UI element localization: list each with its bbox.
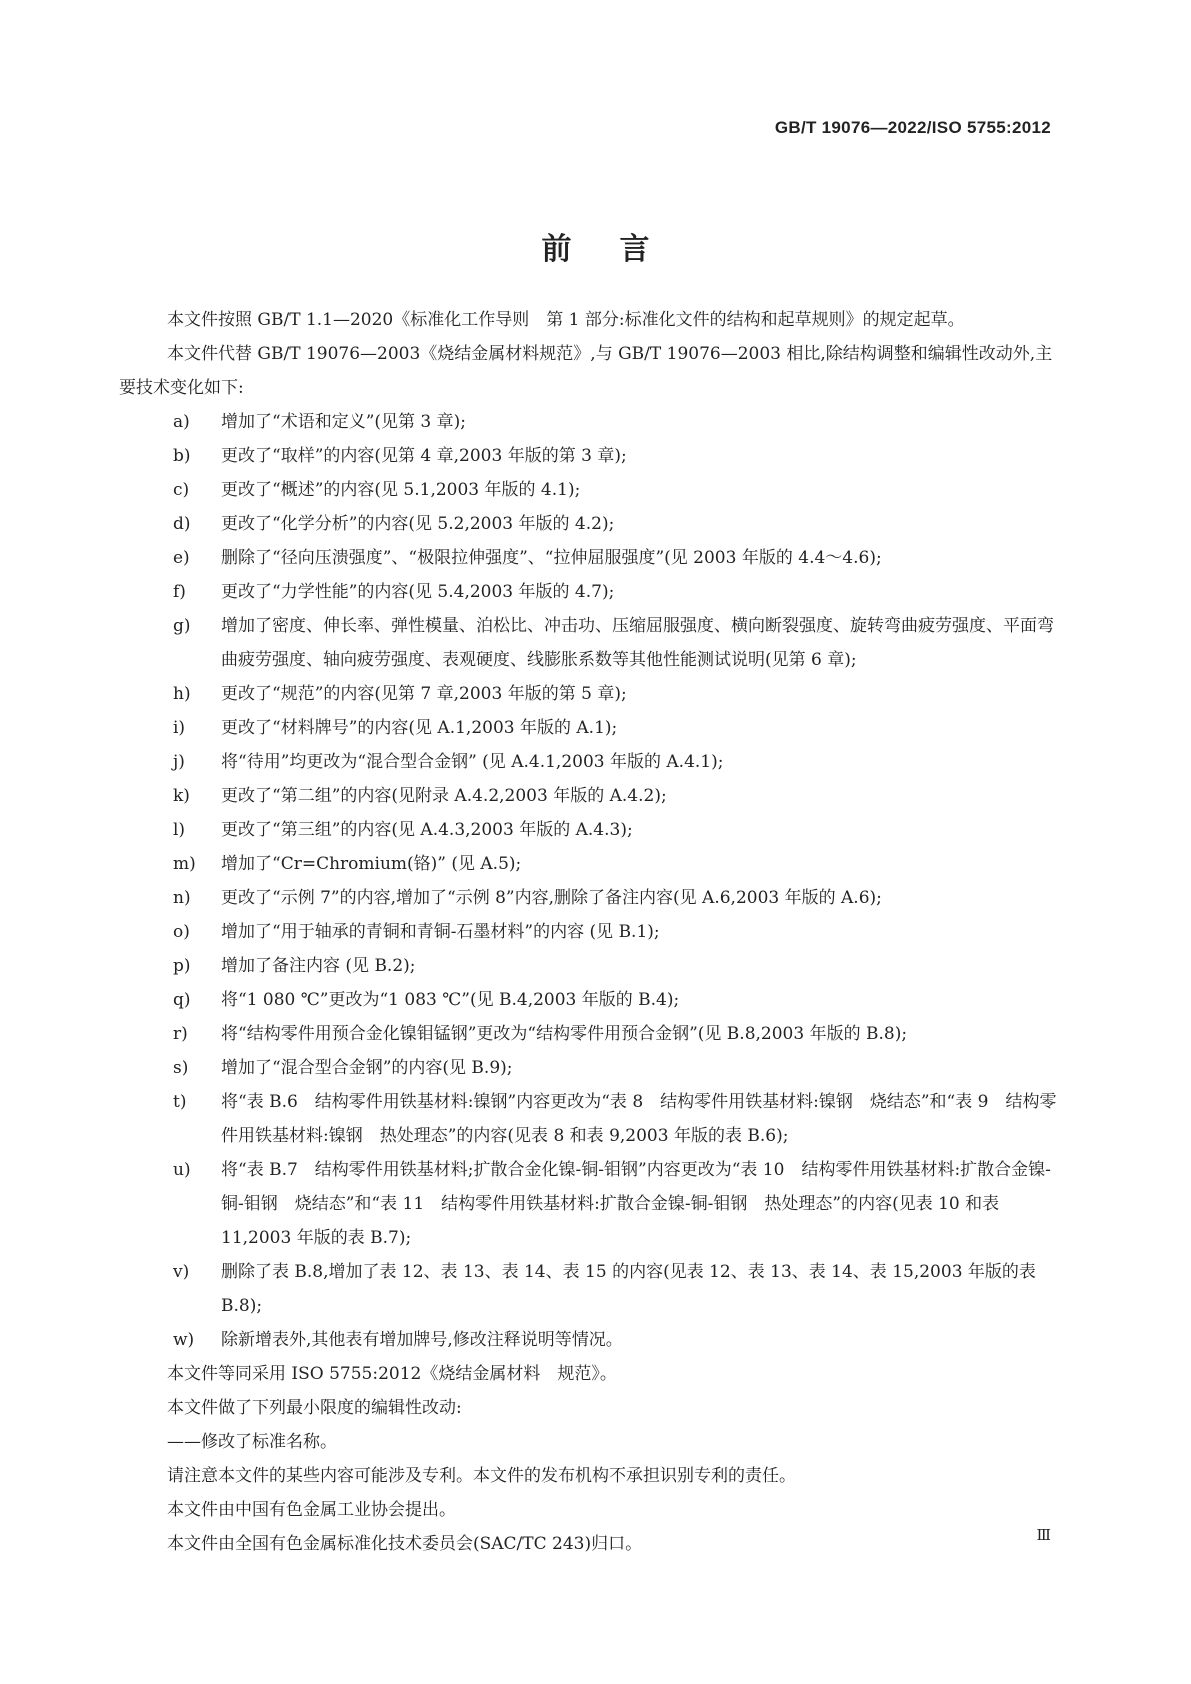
list-text: 将“表 B.6 结构零件用铁基材料:镍钢”内容更改为“表 8 结构零件用铁基材料:镍钢 烧结态”和“表 9 结构零件用铁基材料:镍钢 热处理态”的内容(见表 8 和表 9,2003 年版的表 B.6); — [221, 1092, 1057, 1146]
adoption-statement: 本文件等同采用 ISO 5755:2012《烧结金属材料 规范》。 — [167, 1364, 617, 1384]
list-text: 增加了“术语和定义”(见第 3 章); — [221, 412, 466, 432]
page-number: Ⅲ — [1036, 1526, 1051, 1544]
list-marker: v) — [173, 1262, 190, 1282]
list-marker: r) — [173, 1024, 188, 1044]
list-item — [119, 1051, 1062, 1085]
list-item — [119, 745, 1062, 779]
list-text: 更改了“第三组”的内容(见 A.4.3,2003 年版的 A.4.3); — [221, 820, 633, 840]
list-marker: q) — [173, 990, 191, 1010]
list-marker: k) — [173, 786, 190, 806]
list-item — [119, 609, 1062, 677]
list-text: 除新增表外,其他表有增加牌号,修改注释说明等情况。 — [221, 1330, 623, 1350]
list-text: 增加了备注内容 (见 B.2); — [221, 956, 416, 976]
standard-code: GB/T 19076—2022/ISO 5755:2012 — [774, 118, 1051, 137]
list-item — [119, 1085, 1062, 1153]
list-item — [119, 915, 1062, 949]
list-item — [119, 1255, 1062, 1323]
intro-paragraph: 本文件按照 GB/T 1.1—2020《标准化工作导则 第 1 部分:标准化文件的结构和起草规则》的规定起草。 — [167, 310, 965, 330]
changes-list — [119, 405, 1062, 1357]
list-item — [119, 541, 1062, 575]
list-marker: c) — [173, 480, 190, 500]
list-item — [119, 1323, 1062, 1357]
list-text: 更改了“化学分析”的内容(见 5.2,2003 年版的 4.2); — [221, 514, 615, 534]
list-text: 删除了表 B.8,增加了表 12、表 13、表 14、表 15 的内容(见表 12、表 13、表 14、表 15,2003 年版的表 B.8); — [221, 1262, 1036, 1316]
list-marker: t) — [173, 1092, 187, 1112]
list-marker: d) — [173, 514, 191, 534]
list-marker: s) — [173, 1058, 189, 1078]
list-text: 更改了“第二组”的内容(见附录 A.4.2,2003 年版的 A.4.2); — [221, 786, 667, 806]
list-marker: p) — [173, 956, 191, 976]
list-item — [119, 405, 1062, 439]
list-marker: f) — [173, 582, 186, 602]
list-marker: g) — [173, 616, 191, 636]
list-marker: a) — [173, 412, 190, 432]
list-marker: o) — [173, 922, 190, 942]
list-marker: h) — [173, 684, 191, 704]
proposed-by: 本文件由中国有色金属工业协会提出。 — [167, 1500, 456, 1520]
list-item — [119, 847, 1062, 881]
list-text: 更改了“取样”的内容(见第 4 章,2003 年版的第 3 章); — [221, 446, 627, 466]
list-text: 增加了“Cr=Chromium(铬)” (见 A.5); — [221, 854, 522, 874]
list-text: 将“1 080 ℃”更改为“1 083 ℃”(见 B.4,2003 年版的 B.4); — [221, 990, 680, 1010]
list-text: 更改了“概述”的内容(见 5.1,2003 年版的 4.1); — [221, 480, 581, 500]
list-item — [119, 677, 1062, 711]
list-item — [119, 1153, 1062, 1255]
list-marker: l) — [173, 820, 186, 840]
list-item — [119, 949, 1062, 983]
list-item — [119, 473, 1062, 507]
list-marker: u) — [173, 1160, 191, 1180]
list-marker: w) — [173, 1330, 195, 1350]
list-text: 将“表 B.7 结构零件用铁基材料;扩散合金化镍-铜-钼钢”内容更改为“表 10 结构零件用铁基材料:扩散合金镍-铜-钼钢 烧结态”和“表 11 结构零件用铁基材料:扩散合金镍-铜-钼钢 热处理态”的内容(见表 10 和表 11,2003 年版的表 B.7); — [221, 1160, 1051, 1248]
edit-item: ——修改了标准名称。 — [167, 1432, 337, 1452]
list-marker: b) — [173, 446, 191, 466]
list-text: 删除了“径向压溃强度”、“极限拉伸强度”、“拉伸屈服强度”(见 2003 年版的 4.4～4.6); — [221, 548, 882, 568]
foreword-body — [119, 303, 1062, 1561]
intro-paragraph: 本文件代替 GB/T 19076—2003《烧结金属材料规范》,与 GB/T 19076—2003 相比,除结构调整和编辑性改动外,主要技术变化如下: — [119, 344, 1053, 398]
list-item — [119, 881, 1062, 915]
list-item — [119, 575, 1062, 609]
patent-notice: 请注意本文件的某些内容可能涉及专利。本文件的发布机构不承担识别专利的责任。 — [167, 1466, 796, 1486]
list-marker: i) — [173, 718, 186, 738]
list-text: 将“结构零件用预合金化镍钼锰钢”更改为“结构零件用预合金钢”(见 B.8,2003 年版的 B.8); — [221, 1024, 908, 1044]
list-item — [119, 779, 1062, 813]
list-text: 增加了“混合型合金钢”的内容(见 B.9); — [221, 1058, 513, 1078]
edit-intro: 本文件做了下列最小限度的编辑性改动: — [167, 1398, 462, 1418]
list-item — [119, 439, 1062, 473]
list-marker: e) — [173, 548, 190, 568]
list-text: 更改了“示例 7”的内容,增加了“示例 8”内容,删除了备注内容(见 A.6,2003 年版的 A.6); — [221, 888, 882, 908]
list-item — [119, 983, 1062, 1017]
list-marker: j) — [173, 752, 185, 772]
list-text: 更改了“规范”的内容(见第 7 章,2003 年版的第 5 章); — [221, 684, 627, 704]
page-title: 前言 — [541, 232, 698, 267]
list-item — [119, 813, 1062, 847]
list-text: 更改了“材料牌号”的内容(见 A.1,2003 年版的 A.1); — [221, 718, 618, 738]
list-item — [119, 711, 1062, 745]
list-marker: m) — [173, 854, 196, 874]
list-item — [119, 507, 1062, 541]
list-item — [119, 1017, 1062, 1051]
list-text: 增加了密度、伸长率、弹性模量、泊松比、冲击功、压缩屈服强度、横向断裂强度、旋转弯曲疲劳强度、平面弯曲疲劳强度、轴向疲劳强度、表观硬度、线膨胀系数等其他性能测试说明(见第 6 章); — [221, 616, 1054, 670]
list-marker: n) — [173, 888, 191, 908]
list-text: 更改了“力学性能”的内容(见 5.4,2003 年版的 4.7); — [221, 582, 615, 602]
list-text: 增加了“用于轴承的青铜和青铜-石墨材料”的内容 (见 B.1); — [221, 922, 660, 942]
list-text: 将“待用”均更改为“混合型合金钢” (见 A.4.1,2003 年版的 A.4.1); — [221, 752, 724, 772]
managed-by: 本文件由全国有色金属标准化技术委员会(SAC/TC 243)归口。 — [167, 1534, 643, 1554]
